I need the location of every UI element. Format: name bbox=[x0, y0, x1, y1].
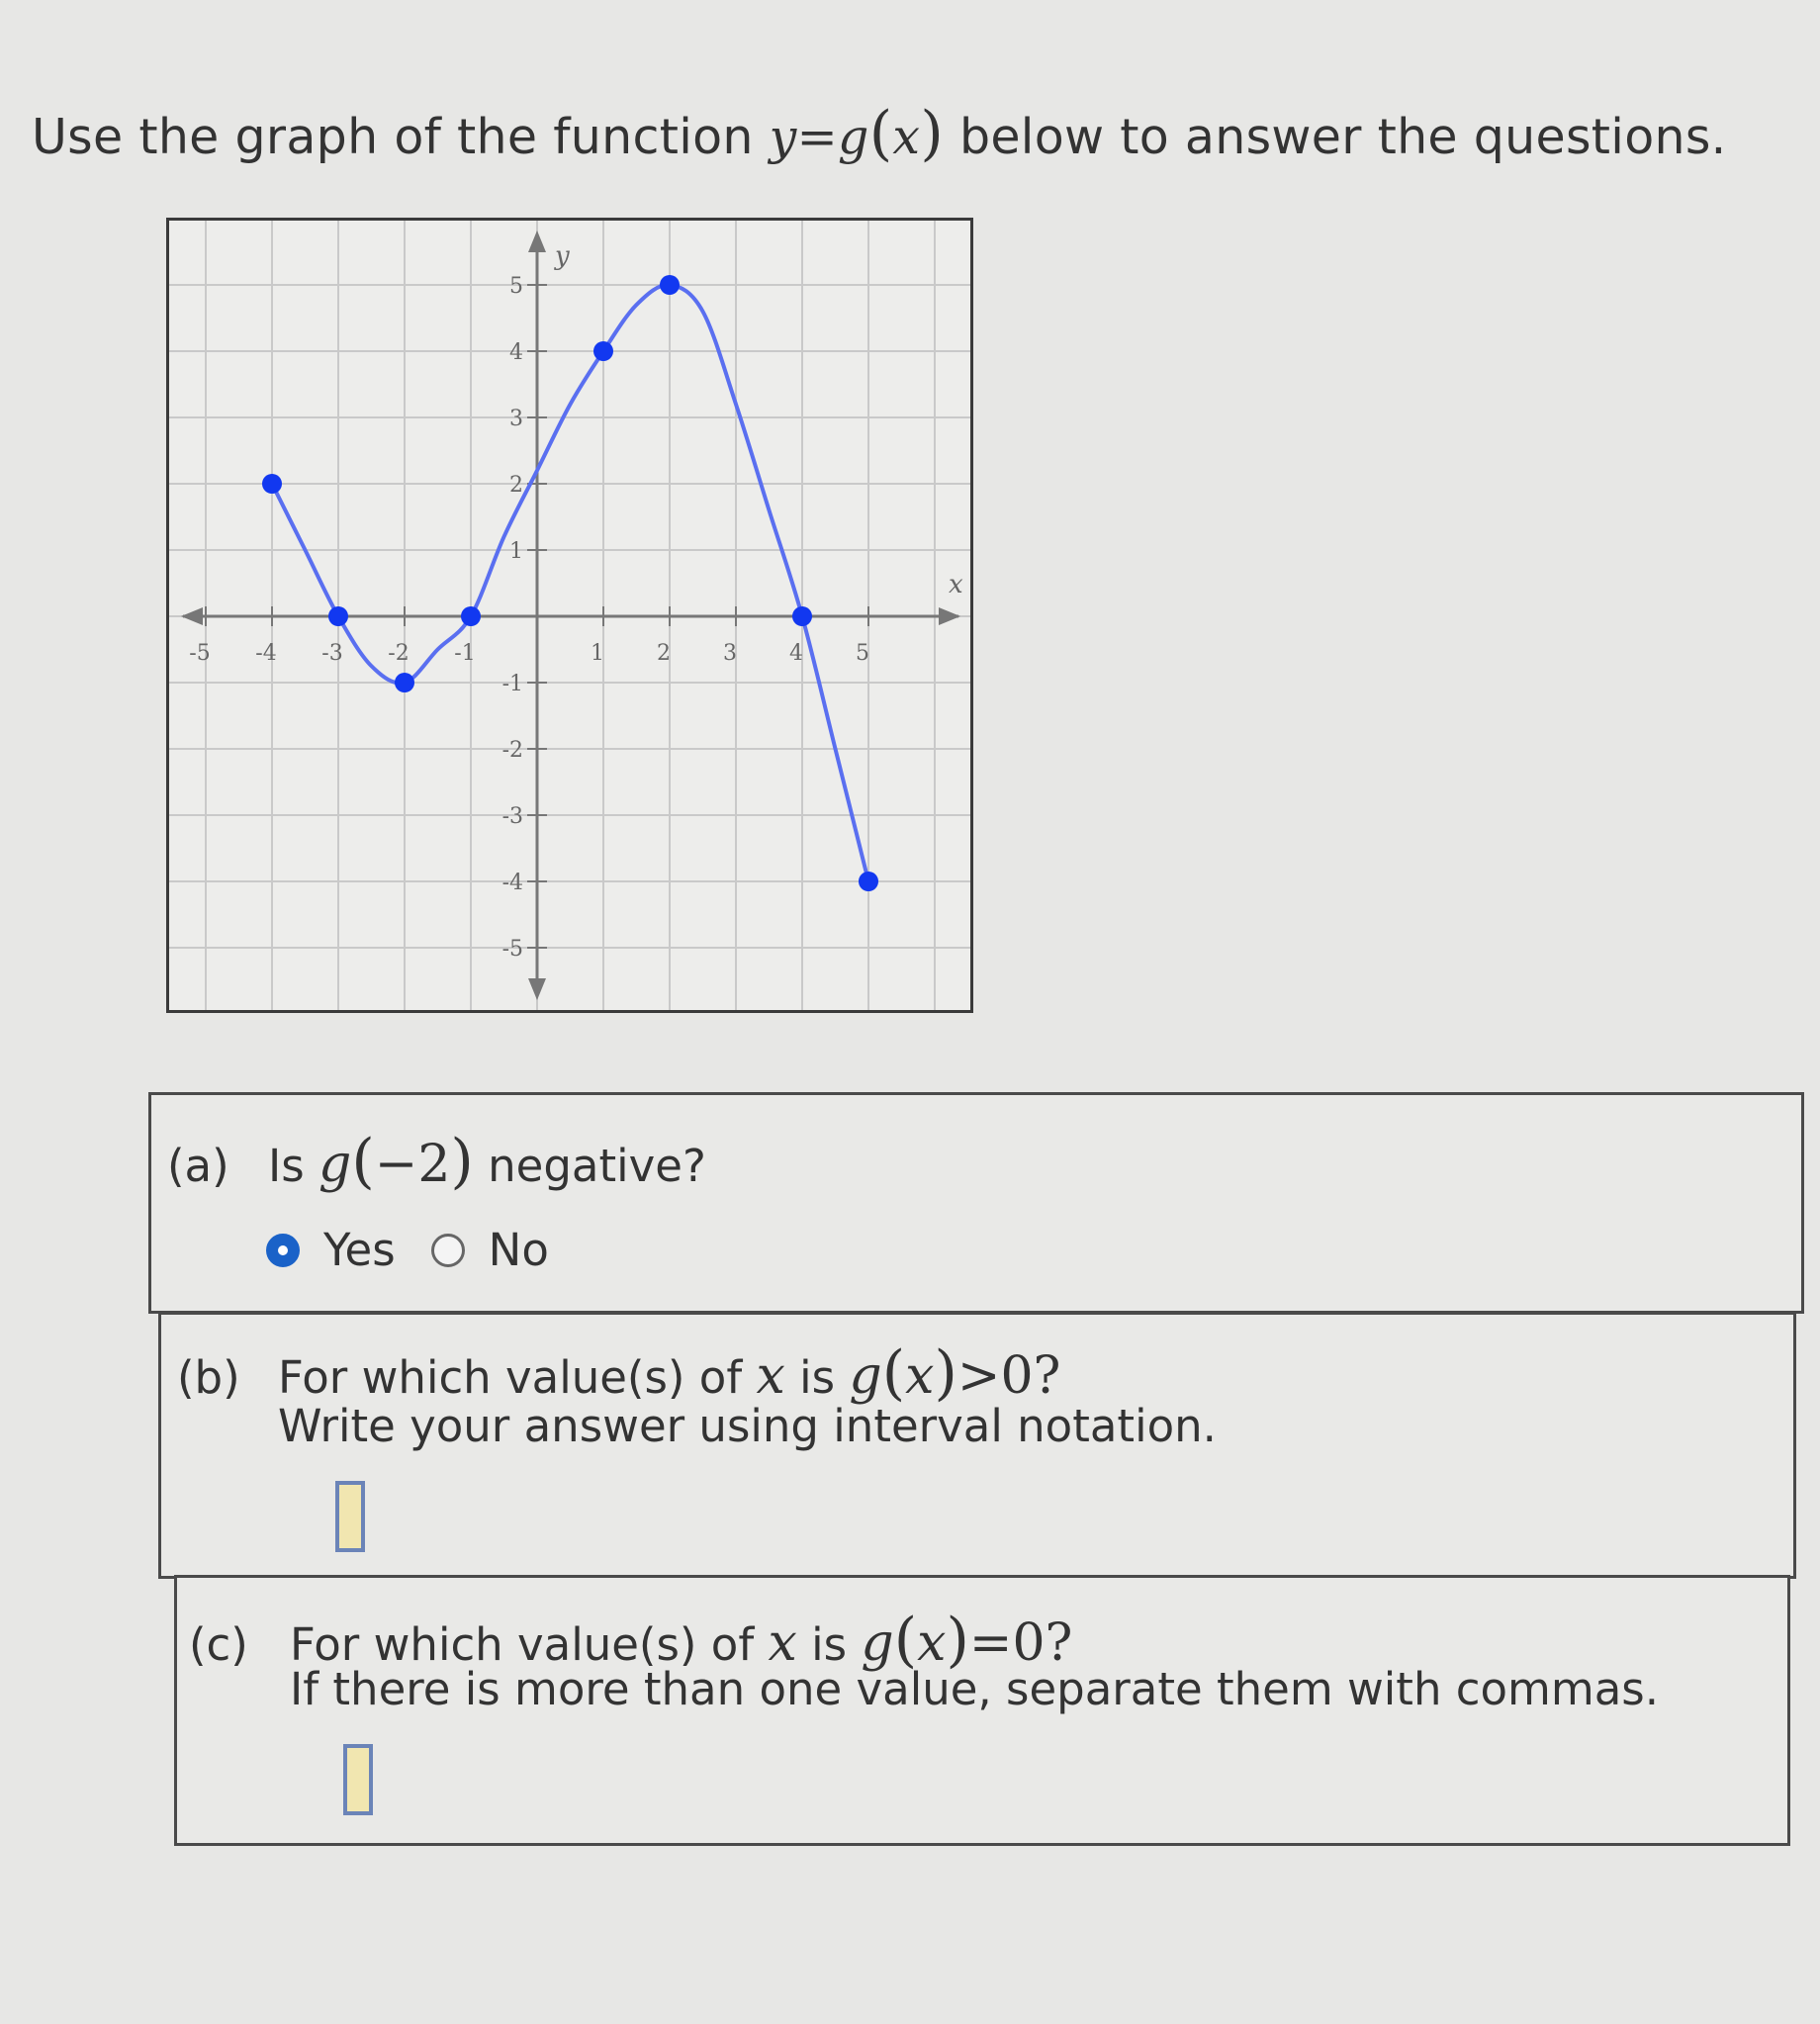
answer-b-input[interactable] bbox=[335, 1481, 365, 1552]
question-a-open: ( bbox=[351, 1127, 375, 1196]
question-c-rhs: 0? bbox=[1012, 1613, 1073, 1673]
question-b-text bbox=[177, 1338, 1060, 1408]
question-a-arg: −2 bbox=[374, 1135, 451, 1194]
function-curve bbox=[272, 285, 868, 881]
intro-equals: = bbox=[796, 109, 839, 165]
data-point bbox=[593, 341, 613, 361]
data-point bbox=[859, 872, 878, 891]
question-b-g: g bbox=[849, 1346, 882, 1406]
y-tick-label: -1 bbox=[501, 672, 523, 696]
question-c-pre: For which value(s) of bbox=[290, 1618, 755, 1671]
question-c-arg: x bbox=[917, 1613, 947, 1673]
question-c-letter: (c) bbox=[189, 1618, 248, 1671]
y-tick-label: -4 bbox=[501, 871, 523, 895]
question-b-pre: For which value(s) of bbox=[278, 1351, 743, 1404]
question-c-is: is bbox=[811, 1618, 848, 1671]
x-axis-arrow-left bbox=[181, 607, 203, 625]
data-point bbox=[792, 606, 812, 626]
question-b-close: ) bbox=[934, 1338, 957, 1408]
y-tick-label: -2 bbox=[501, 738, 523, 763]
x-tick-label: -4 bbox=[255, 641, 277, 666]
question-a-g: g bbox=[318, 1135, 352, 1194]
x-tick-label: 4 bbox=[789, 641, 803, 666]
data-point bbox=[660, 275, 680, 295]
question-b bbox=[158, 1312, 1796, 1579]
x-tick-label: 3 bbox=[723, 641, 737, 666]
radio-no-label[interactable]: No bbox=[488, 1224, 549, 1276]
question-b-is: is bbox=[799, 1351, 836, 1404]
intro-x-var: x bbox=[892, 109, 921, 165]
y-axis-arrow-down bbox=[528, 978, 546, 1000]
x-axis-arrow-right bbox=[939, 607, 960, 625]
x-tick-label: -5 bbox=[189, 641, 211, 666]
radio-no[interactable] bbox=[431, 1234, 465, 1267]
y-axis-arrow-up bbox=[528, 230, 546, 252]
intro-suffix: below to answer the questions. bbox=[958, 109, 1727, 165]
question-c-g: g bbox=[861, 1613, 894, 1673]
data-point bbox=[461, 606, 481, 626]
intro-prefix: Use the graph of the function bbox=[32, 109, 754, 165]
x-tick-label: -2 bbox=[388, 641, 410, 666]
x-axis-label: x bbox=[949, 570, 963, 599]
question-a-post: negative? bbox=[488, 1140, 706, 1192]
y-tick-label: 2 bbox=[509, 473, 523, 498]
y-tick-label: 4 bbox=[509, 340, 523, 365]
intro-g-func: g bbox=[838, 109, 869, 165]
function-graph bbox=[166, 218, 973, 1013]
question-a bbox=[148, 1092, 1804, 1314]
question-b-rel: > bbox=[956, 1346, 1001, 1406]
data-point bbox=[262, 474, 282, 494]
y-tick-label: -5 bbox=[501, 937, 523, 962]
question-b-instructions: Write your answer using interval notation. bbox=[278, 1400, 1217, 1452]
x-tick-label: -3 bbox=[321, 641, 343, 666]
question-a-letter: (a) bbox=[167, 1140, 229, 1192]
question-b-rhs: 0? bbox=[1000, 1346, 1061, 1406]
y-tick-label: 3 bbox=[509, 407, 523, 431]
radio-yes[interactable] bbox=[266, 1234, 300, 1267]
y-axis-label: y bbox=[555, 241, 570, 271]
x-tick-label: -1 bbox=[454, 641, 476, 666]
question-c-close: ) bbox=[946, 1606, 969, 1675]
intro-open-paren: ( bbox=[868, 99, 893, 168]
x-tick-label: 5 bbox=[856, 641, 869, 666]
problem-statement bbox=[32, 99, 1727, 168]
question-b-open: ( bbox=[881, 1338, 906, 1408]
question-b-letter: (b) bbox=[177, 1351, 240, 1404]
question-c-instructions: If there is more than one value, separate them with commas. bbox=[290, 1663, 1660, 1715]
intro-close-paren: ) bbox=[920, 99, 945, 168]
intro-y-var: y bbox=[769, 109, 797, 165]
question-a-pre: Is bbox=[268, 1140, 305, 1192]
question-c-rel: = bbox=[968, 1613, 1013, 1673]
x-tick-label: 1 bbox=[591, 641, 604, 666]
question-a-text bbox=[167, 1127, 706, 1196]
question-c-open: ( bbox=[893, 1606, 918, 1675]
answer-c-input[interactable] bbox=[343, 1744, 373, 1815]
graph-canvas bbox=[169, 221, 970, 1010]
question-b-var: x bbox=[756, 1346, 785, 1406]
question-b-arg: x bbox=[905, 1346, 935, 1406]
question-a-close: ) bbox=[450, 1127, 474, 1196]
data-point bbox=[328, 606, 348, 626]
y-tick-label: 1 bbox=[509, 539, 523, 564]
y-tick-label: 5 bbox=[509, 274, 523, 299]
radio-yes-label[interactable]: Yes bbox=[323, 1224, 396, 1276]
data-point bbox=[395, 673, 414, 692]
yes-no-radio-group bbox=[266, 1224, 585, 1276]
question-c-var: x bbox=[768, 1613, 797, 1673]
y-tick-label: -3 bbox=[501, 804, 523, 829]
x-tick-label: 2 bbox=[657, 641, 671, 666]
question-c bbox=[174, 1575, 1790, 1846]
